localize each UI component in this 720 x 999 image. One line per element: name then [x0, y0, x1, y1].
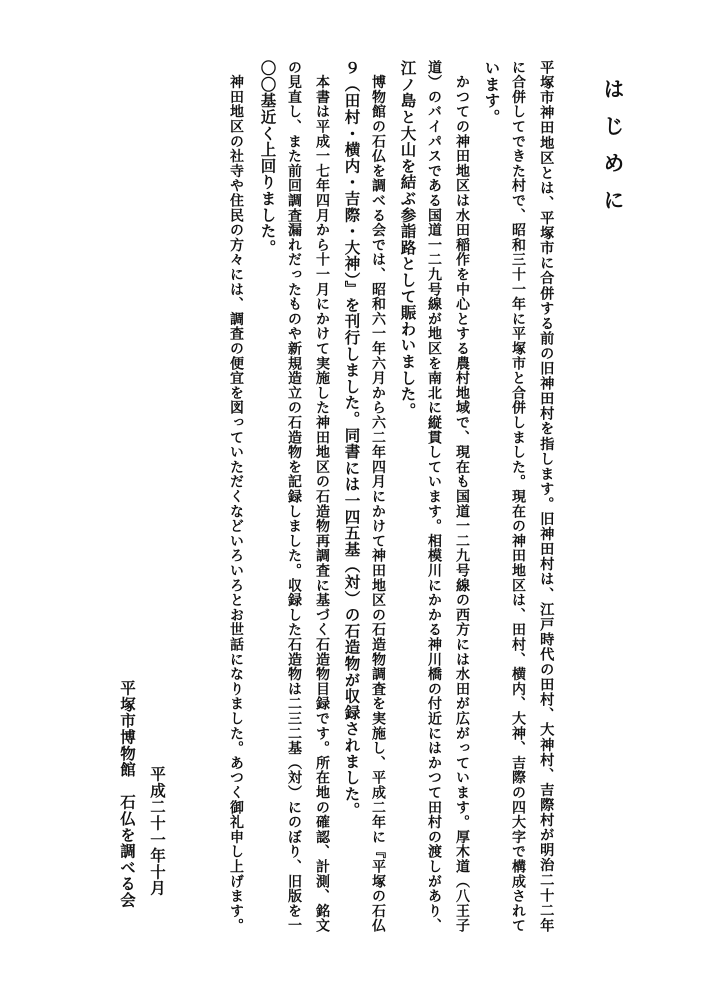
body-line: かつての神田地区は水田稲作を中心とする農村地域で、現在も国道一二九号線の西方には水田が広がっています。厚木道（八王子	[454, 60, 470, 934]
body-line: 道）のバイパスである国道一二九号線が地区を南北に縦貫しています。相模川にかかる神川橋の付近にはかつて田村の渡しがあり、	[426, 60, 442, 934]
body-line: 江ノ島と大山を結ぶ参詣路として賑わいました。	[398, 60, 417, 419]
body-line: 神田地区の社寺や住民の方々には、調査の便宜を図っていただくなどいろいろとお世話になりました。あつく御礼申し上げます。	[228, 60, 244, 934]
body-line: 〇〇基近く上回りました。	[258, 60, 277, 256]
body-line: に合併してできた村で、昭和三十一年に平塚市と合併しました。現在の神田地区は、田村、横内、大神、吉際の四大字で構成されて	[510, 60, 526, 934]
body-line: ９（田村・横内・吉際・大神）』を刊行しました。同書には一四五基（対）の石造物が収録されました。	[342, 60, 361, 819]
body-line: の見直し、また前回調査漏れだったものや新規造立の石造物を記録しました。収録した石造物は二三二基（対）にのぼり、旧版を一	[286, 60, 302, 934]
date-line: 平成二十一年十月	[148, 766, 166, 897]
body-line: 博物館の石仏を調べる会では、昭和六一年六月から六二年四月にかけて神田地区の石造物調査を実施し、平成二年に『平塚の石仏	[370, 60, 386, 934]
body-line: 平塚市神田地区とは、平塚市に合併する前の旧神田村を指します。旧神田村は、江戸時代の田村、大神村、吉際村が明治二十二年	[538, 60, 555, 933]
page-title: はじめに	[601, 78, 625, 226]
body-line: 本書は平成一七年四月から十一月にかけて実施した神田地区の石造物再調査に基づく石造物目録です。所在地の確認、計測、銘文	[314, 60, 330, 934]
signature-line: 平塚市博物館 石仏を調べる会	[118, 680, 136, 909]
body-line: います。	[482, 60, 501, 126]
